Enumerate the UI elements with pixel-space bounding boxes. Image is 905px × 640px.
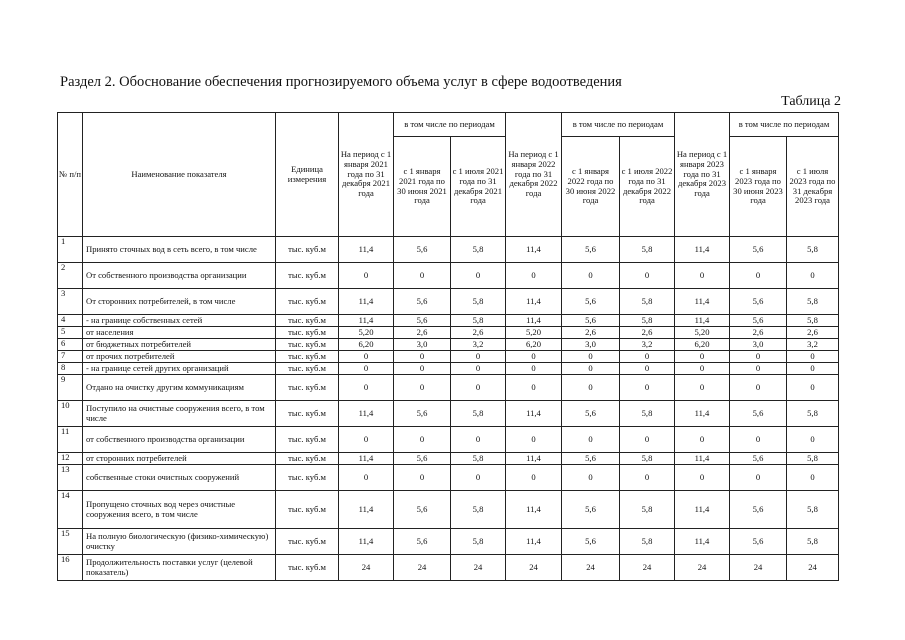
row-value: 5,8 xyxy=(787,315,839,327)
row-value: 0 xyxy=(675,363,730,375)
row-value: 0 xyxy=(451,465,506,491)
row-value: 0 xyxy=(394,465,451,491)
row-unit: тыс. куб.м xyxy=(276,453,339,465)
row-indicator-name: Отдано на очистку другим коммуникациям xyxy=(83,375,276,401)
header-in-periods: в том числе по периодам xyxy=(394,113,506,137)
row-value: 2,6 xyxy=(620,327,675,339)
row-value: 0 xyxy=(620,427,675,453)
row-number: 7 xyxy=(58,351,83,363)
row-value: 5,6 xyxy=(730,529,787,555)
row-value: 11,4 xyxy=(675,491,730,529)
row-value: 0 xyxy=(675,351,730,363)
row-value: 5,8 xyxy=(451,315,506,327)
row-value: 11,4 xyxy=(675,401,730,427)
row-number: 6 xyxy=(58,339,83,351)
row-value: 0 xyxy=(451,427,506,453)
header-unit: Единица измерения xyxy=(276,113,339,237)
row-value: 0 xyxy=(562,427,620,453)
table-row xyxy=(58,289,839,315)
table-row xyxy=(58,529,839,555)
row-value: 11,4 xyxy=(339,491,394,529)
row-value: 0 xyxy=(620,363,675,375)
row-value: 5,6 xyxy=(562,401,620,427)
row-value: 24 xyxy=(730,555,787,581)
row-value: 0 xyxy=(562,363,620,375)
row-value: 0 xyxy=(339,351,394,363)
row-value: 11,4 xyxy=(339,289,394,315)
row-value: 24 xyxy=(506,555,562,581)
row-number: 8 xyxy=(58,363,83,375)
row-indicator-name: Пропущено сточных вод через очистные сооружения всего, в том числе xyxy=(83,491,276,529)
row-unit: тыс. куб.м xyxy=(276,491,339,529)
row-value: 0 xyxy=(675,465,730,491)
row-value: 2,6 xyxy=(787,327,839,339)
row-value: 0 xyxy=(394,351,451,363)
table-row xyxy=(58,491,839,529)
row-value: 5,20 xyxy=(506,327,562,339)
header-half1: с 1 января 2023 года по 30 июня 2023 года xyxy=(730,137,787,237)
row-value: 0 xyxy=(787,263,839,289)
row-value: 0 xyxy=(620,465,675,491)
row-value: 24 xyxy=(675,555,730,581)
row-value: 5,6 xyxy=(394,453,451,465)
header-in-periods: в том числе по периодам xyxy=(562,113,675,137)
row-unit: тыс. куб.м xyxy=(276,351,339,363)
row-value: 0 xyxy=(620,263,675,289)
row-value: 5,6 xyxy=(730,315,787,327)
row-value: 5,8 xyxy=(620,237,675,263)
row-indicator-name: На полную биологическую (физико-химическую) очистку xyxy=(83,529,276,555)
header-half1: с 1 января 2021 года по 30 июня 2021 года xyxy=(394,137,451,237)
row-value: 24 xyxy=(787,555,839,581)
row-indicator-name: от сторонних потребителей xyxy=(83,453,276,465)
row-value: 11,4 xyxy=(339,401,394,427)
row-value: 5,6 xyxy=(562,237,620,263)
row-value: 5,20 xyxy=(339,327,394,339)
header-year-total: На период с 1 января 2021 года по 31 декабря 2021 года xyxy=(339,113,394,237)
row-value: 5,6 xyxy=(730,401,787,427)
row-indicator-name: - на границе сетей других организаций xyxy=(83,363,276,375)
row-indicator-name: Поступило на очистные сооружения всего, в том числе xyxy=(83,401,276,427)
row-unit: тыс. куб.м xyxy=(276,263,339,289)
row-number: 12 xyxy=(58,453,83,465)
row-value: 5,8 xyxy=(451,401,506,427)
row-number: 10 xyxy=(58,401,83,427)
row-number: 2 xyxy=(58,263,83,289)
header-in-periods: в том числе по периодам xyxy=(730,113,839,137)
header-half2: с 1 июля 2022 года по 31 декабря 2022 года xyxy=(620,137,675,237)
table-label: Таблица 2 xyxy=(781,94,841,109)
row-value: 11,4 xyxy=(339,529,394,555)
row-value: 3,0 xyxy=(562,339,620,351)
row-value: 0 xyxy=(730,351,787,363)
row-value: 6,20 xyxy=(506,339,562,351)
row-unit: тыс. куб.м xyxy=(276,327,339,339)
row-unit: тыс. куб.м xyxy=(276,289,339,315)
row-value: 2,6 xyxy=(730,327,787,339)
row-value: 3,2 xyxy=(787,339,839,351)
row-value: 5,8 xyxy=(787,289,839,315)
table-row xyxy=(58,465,839,491)
row-value: 5,6 xyxy=(730,289,787,315)
row-number: 13 xyxy=(58,465,83,491)
row-value: 11,4 xyxy=(506,237,562,263)
row-value: 3,2 xyxy=(620,339,675,351)
row-indicator-name: от прочих потребителей xyxy=(83,351,276,363)
row-value: 5,6 xyxy=(730,453,787,465)
row-value: 5,8 xyxy=(620,401,675,427)
row-value: 24 xyxy=(562,555,620,581)
row-value: 0 xyxy=(675,375,730,401)
row-value: 11,4 xyxy=(506,401,562,427)
row-value: 0 xyxy=(506,263,562,289)
header-half2: с 1 июля 2021 года по 31 декабря 2021 года xyxy=(451,137,506,237)
row-unit: тыс. куб.м xyxy=(276,401,339,427)
row-unit: тыс. куб.м xyxy=(276,529,339,555)
row-value: 0 xyxy=(339,375,394,401)
row-value: 11,4 xyxy=(675,237,730,263)
row-value: 5,8 xyxy=(451,491,506,529)
section-title: Раздел 2. Обоснование обеспечения прогнозируемого объема услуг в сфере водоотведения xyxy=(60,74,622,90)
row-value: 0 xyxy=(787,465,839,491)
row-value: 0 xyxy=(562,263,620,289)
row-value: 0 xyxy=(675,263,730,289)
row-value: 11,4 xyxy=(506,315,562,327)
header-half1: с 1 января 2022 года по 30 июня 2022 года xyxy=(562,137,620,237)
row-value: 5,8 xyxy=(620,491,675,529)
row-value: 0 xyxy=(675,427,730,453)
header-year-total: На период с 1 января 2023 года по 31 декабря 2023 года xyxy=(675,113,730,237)
row-value: 0 xyxy=(506,375,562,401)
row-value: 11,4 xyxy=(675,289,730,315)
table-row xyxy=(58,363,839,375)
row-value: 5,6 xyxy=(562,453,620,465)
row-value: 0 xyxy=(730,375,787,401)
row-value: 5,8 xyxy=(620,529,675,555)
table-row xyxy=(58,327,839,339)
row-value: 5,6 xyxy=(730,237,787,263)
row-number: 1 xyxy=(58,237,83,263)
row-number: 9 xyxy=(58,375,83,401)
row-value: 11,4 xyxy=(675,315,730,327)
table-row xyxy=(58,351,839,363)
row-value: 5,6 xyxy=(562,491,620,529)
table-row xyxy=(58,339,839,351)
row-number: 4 xyxy=(58,315,83,327)
row-value: 11,4 xyxy=(339,453,394,465)
row-value: 0 xyxy=(339,263,394,289)
row-value: 6,20 xyxy=(675,339,730,351)
row-value: 0 xyxy=(506,363,562,375)
row-value: 5,8 xyxy=(451,289,506,315)
row-value: 5,8 xyxy=(787,491,839,529)
row-unit: тыс. куб.м xyxy=(276,237,339,263)
row-value: 5,6 xyxy=(394,529,451,555)
row-value: 5,8 xyxy=(787,529,839,555)
row-value: 11,4 xyxy=(506,491,562,529)
row-indicator-name: от бюджетных потребителей xyxy=(83,339,276,351)
row-value: 11,4 xyxy=(675,453,730,465)
row-indicator-name: От собственного производства организации xyxy=(83,263,276,289)
row-value: 0 xyxy=(394,427,451,453)
row-indicator-name: от собственного производства организации xyxy=(83,427,276,453)
row-unit: тыс. куб.м xyxy=(276,363,339,375)
row-unit: тыс. куб.м xyxy=(276,339,339,351)
table-row xyxy=(58,555,839,581)
row-value: 5,8 xyxy=(620,453,675,465)
header-year-total: На период с 1 января 2022 года по 31 декабря 2022 года xyxy=(506,113,562,237)
row-value: 0 xyxy=(730,263,787,289)
row-value: 11,4 xyxy=(506,453,562,465)
row-value: 0 xyxy=(506,427,562,453)
table-row xyxy=(58,453,839,465)
row-number: 15 xyxy=(58,529,83,555)
row-value: 5,8 xyxy=(451,237,506,263)
row-value: 0 xyxy=(394,263,451,289)
row-unit: тыс. куб.м xyxy=(276,555,339,581)
row-value: 0 xyxy=(562,465,620,491)
row-value: 0 xyxy=(451,351,506,363)
row-value: 6,20 xyxy=(339,339,394,351)
row-value: 5,6 xyxy=(730,491,787,529)
row-value: 0 xyxy=(451,363,506,375)
row-value: 0 xyxy=(787,375,839,401)
row-value: 0 xyxy=(506,465,562,491)
row-value: 11,4 xyxy=(506,529,562,555)
row-indicator-name: Принято сточных вод в сеть всего, в том числе xyxy=(83,237,276,263)
row-indicator-name: собственные стоки очистных сооружений xyxy=(83,465,276,491)
row-value: 0 xyxy=(451,375,506,401)
row-value: 5,6 xyxy=(394,237,451,263)
row-value: 3,0 xyxy=(730,339,787,351)
row-value: 24 xyxy=(339,555,394,581)
row-value: 5,8 xyxy=(787,453,839,465)
indicators-table xyxy=(57,112,839,581)
row-value: 5,8 xyxy=(620,315,675,327)
row-value: 0 xyxy=(562,375,620,401)
row-value: 0 xyxy=(787,427,839,453)
row-value: 5,8 xyxy=(787,237,839,263)
row-value: 0 xyxy=(620,375,675,401)
table-row xyxy=(58,375,839,401)
row-value: 11,4 xyxy=(339,315,394,327)
row-value: 5,6 xyxy=(394,491,451,529)
row-indicator-name: От сторонних потребителей, в том числе xyxy=(83,289,276,315)
row-unit: тыс. куб.м xyxy=(276,315,339,327)
row-value: 5,8 xyxy=(451,529,506,555)
row-value: 0 xyxy=(451,263,506,289)
row-number: 14 xyxy=(58,491,83,529)
table-row xyxy=(58,427,839,453)
row-value: 2,6 xyxy=(562,327,620,339)
row-value: 0 xyxy=(730,427,787,453)
table-row xyxy=(58,401,839,427)
row-value: 24 xyxy=(394,555,451,581)
row-value: 5,20 xyxy=(675,327,730,339)
header-num: № п/п xyxy=(58,113,83,237)
row-value: 0 xyxy=(730,465,787,491)
row-number: 11 xyxy=(58,427,83,453)
row-value: 0 xyxy=(787,363,839,375)
row-value: 5,6 xyxy=(394,289,451,315)
row-unit: тыс. куб.м xyxy=(276,375,339,401)
row-indicator-name: от населения xyxy=(83,327,276,339)
row-value: 0 xyxy=(562,351,620,363)
row-value: 24 xyxy=(620,555,675,581)
row-number: 16 xyxy=(58,555,83,581)
row-value: 0 xyxy=(730,363,787,375)
row-unit: тыс. куб.м xyxy=(276,465,339,491)
row-value: 5,6 xyxy=(562,529,620,555)
row-value: 5,8 xyxy=(787,401,839,427)
row-value: 0 xyxy=(620,351,675,363)
row-value: 0 xyxy=(339,465,394,491)
row-indicator-name: - на границе собственных сетей xyxy=(83,315,276,327)
row-value: 5,6 xyxy=(562,315,620,327)
row-number: 5 xyxy=(58,327,83,339)
row-value: 5,6 xyxy=(562,289,620,315)
row-number: 3 xyxy=(58,289,83,315)
table-row xyxy=(58,315,839,327)
row-value: 3,2 xyxy=(451,339,506,351)
row-value: 0 xyxy=(394,375,451,401)
row-value: 5,8 xyxy=(620,289,675,315)
row-value: 24 xyxy=(451,555,506,581)
row-value: 11,4 xyxy=(339,237,394,263)
row-value: 2,6 xyxy=(394,327,451,339)
row-value: 11,4 xyxy=(506,289,562,315)
table-row xyxy=(58,237,839,263)
row-unit: тыс. куб.м xyxy=(276,427,339,453)
row-value: 0 xyxy=(339,363,394,375)
row-value: 3,0 xyxy=(394,339,451,351)
row-indicator-name: Продолжительность поставки услуг (целевой показатель) xyxy=(83,555,276,581)
row-value: 0 xyxy=(339,427,394,453)
header-half2: с 1 июля 2023 года по 31 декабря 2023 года xyxy=(787,137,839,237)
header-name: Наименование показателя xyxy=(83,113,276,237)
row-value: 2,6 xyxy=(451,327,506,339)
row-value: 5,6 xyxy=(394,401,451,427)
row-value: 5,6 xyxy=(394,315,451,327)
row-value: 11,4 xyxy=(675,529,730,555)
row-value: 0 xyxy=(787,351,839,363)
row-value: 0 xyxy=(394,363,451,375)
table-row xyxy=(58,263,839,289)
row-value: 0 xyxy=(506,351,562,363)
row-value: 5,8 xyxy=(451,453,506,465)
